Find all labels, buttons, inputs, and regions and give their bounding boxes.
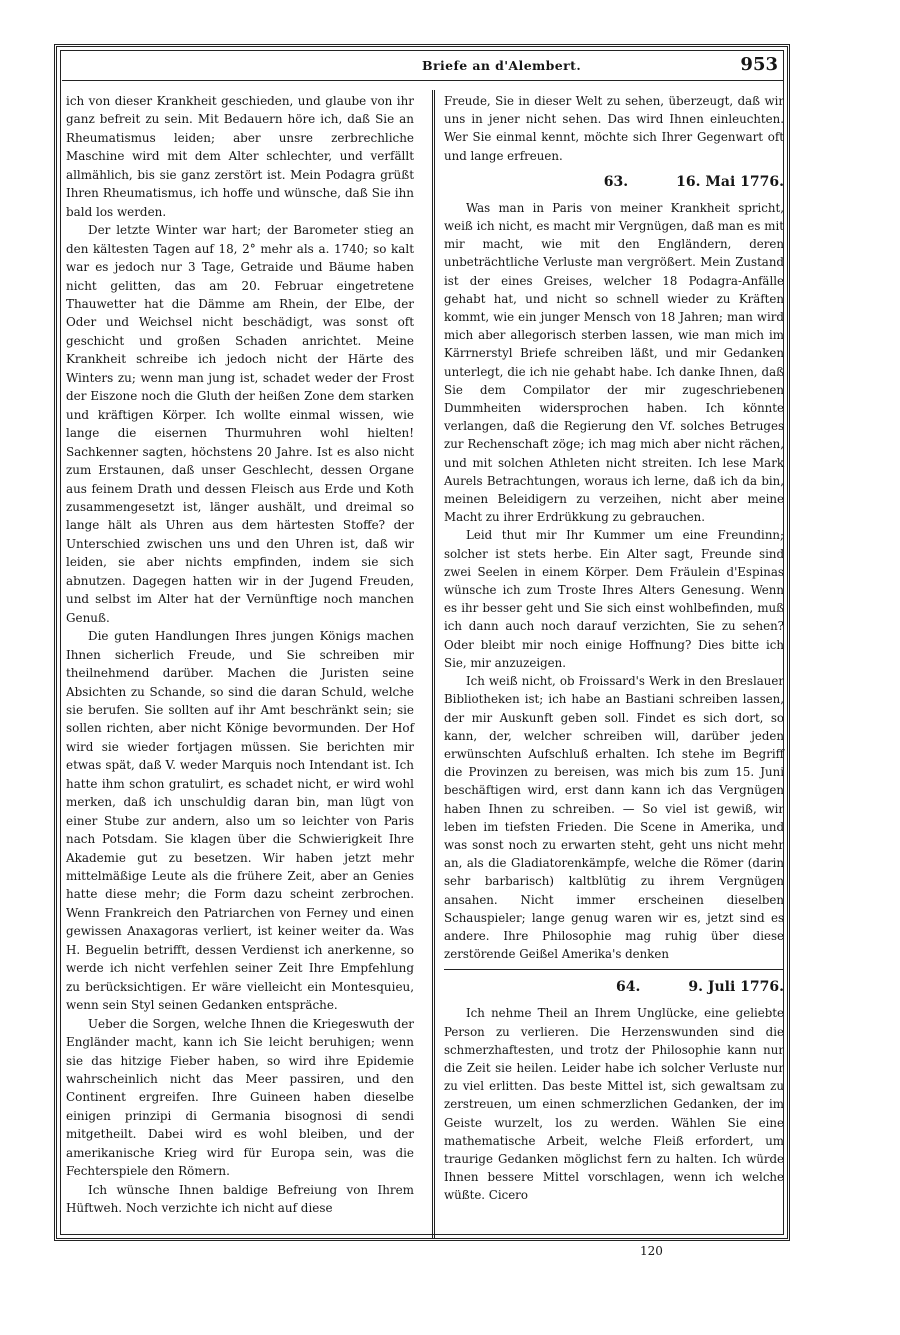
- letter-number: 64.: [615, 979, 641, 996]
- signature-mark: 120: [640, 1244, 663, 1258]
- column-divider: [432, 90, 435, 1238]
- letter-date: 9. Juli 1776.: [688, 979, 784, 996]
- paragraph: Ich nehme Theil an Ihrem Unglücke, eine geliebte Person zu verlieren. Die Herzenswunden sind die schmerzhaftesten, und trotz der Philosophie kann nur die Zeit sie heilen. Leider habe ich solcher Verluste nur zu viel erlitten. Das beste Mittel ist, sich gewaltsam zu zerstreuen, um einen schmerzlichen Gedanken, der im Geiste wurzelt, los zu werden. Wählen Sie eine mathematische Arbeit, welche Fleiß erfordert, um traurige Gedanken möglichst fern zu halten. Ich würde Ihnen bessere Mittel vorschlagen, wenn ich welche wüßte. Cicero: [444, 1006, 784, 1203]
- paragraph: Ich weiß nicht, ob Froissard's Werk in den Breslauer Bibliotheken ist; ich habe an Bastiani schreiben lassen, der mir Auskunft geben soll. Findet es sich dort, so kann, der, welcher schreiben will, darüber jeden erwünschten Aufschluß erhalten. Ich stehe im Begriff die Provinzen zu bereisen, was mich bis zum 15. Juni beschäftigen wird, erst dann kann ich das Vergnügen haben Ihnen zu schreiben. — So viel ist gewiß, wir leben im tiefsten Frieden. Die Scene in Amerika, und was sonst noch zu erwarten steht, geht uns nicht mehr an, als die Gladiatorenkämpfe, welche die Römer (darin sehr barbarisch) kaltblütig zu ihrem Vergnügen ansahen. Nicht immer erscheinen dieselben Schauspieler; lange genug waren wir es, jetzt sind es andere. Ihre Philosophie mag ruhig über diese zerstörende Geißel Amerika's denken: [444, 674, 784, 962]
- left-column: [66, 92, 414, 1218]
- paragraph: Der letzte Winter war hart; der Barometer stieg an den kältesten Tagen auf 18, 2° mehr als a. 1740; so kalt war es jedoch nur 3 Tage, Getraide und Bäume haben nicht gelitten, das am 20. Februar eingetretene Thauwetter hat die Dämme am Rhein, der Elbe, der Oder und Weichsel nicht beschädigt, was sonst oft geschicht und großen Schaden anrichtet. Meine Krankheit schreibe ich jedoch nicht der Härte des Winters zu; wenn man jung ist, schadet weder der Frost der Eiszone noch die Gluth der heißen Zone dem starken und kräftigen Körper. Ich wollte einmal wissen, wie lange die eisernen Thurmuhren wohl hielten! Sachkenner sagten, höchstens 20 Jahre. Ist es also nicht zum Erstaunen, daß unser Geschlecht, dessen Organe aus feinem Drath und dessen Fleisch aus Erde und Koth zusammengesetzt ist, länger aushält, und dreimal so lange hält als Uhren aus dem härtesten Stoffe? der Unterschied zwischen uns und den Uhren ist, daß wir leiden, sie aber nichts empfinden, indem sie sich abnutzen. Dagegen hatten wir in der Jugend Freuden, und selbst im Alter hat der Vernünftige noch manchen Genuß.: [66, 223, 414, 625]
- page-header: [62, 52, 784, 81]
- paragraph: Freude, Sie in dieser Welt zu sehen, überzeugt, daß wir uns in jener nicht sehen. Das wird Ihnen einleuchten. Wer Sie einmal kennt, möchte sich Ihrer Gegenwart oft und lange erfreuen.: [444, 94, 784, 163]
- letter-date: 16. Mai 1776.: [676, 173, 784, 190]
- paragraph: Ich wünsche Ihnen baldige Befreiung von Ihrem Hüftweh. Noch verzichte ich nicht auf diese: [66, 1182, 414, 1216]
- section-rule: [444, 969, 784, 970]
- running-title: Briefe an d'Alembert.: [422, 58, 582, 73]
- paragraph: Was man in Paris von meiner Krankheit spricht, weiß ich nicht, es macht mir Vergnügen, daß man es mit mir macht, wie mit den Engländern, deren unbeträchtliche Verluste man vergrößert. Mein Zustand ist der eines Greises, welcher 18 Podagra-Anfälle gehabt hat, und nicht so schnell wieder zu Kräften kommt, wie ein junger Mensch von 18 Jahren; man wird mich aber allegorisch sterben lassen, wie man mich im Kärrnerstyl Briefe schreiben läßt, und mir Gedanken unterlegt, die ich nie gehabt habe. Ich danke Ihnen, daß Sie dem Compilator der mir zugeschriebenen Dummheiten widersprochen haben. Ich könnte verlangen, daß die Regierung den Vf. solches Betruges zur Rechenschaft zöge; ich mag mich aber nicht rächen, und mit solchen Athleten nicht streiten. Ich lese Mark Aurels Betrachtungen, woraus ich lerne, daß ich da bin, meinen Beleidigern zu verzeihen, nicht aber meine Macht zu ihrer Erdrükkung zu gebrauchen.: [444, 200, 784, 525]
- paragraph: Die guten Handlungen Ihres jungen Königs machen Ihnen sicherlich Freude, und Sie schreiben mir theilnehmend darüber. Machen die Juristen seine Absichten zu Schande, so sind die daran Schuld, welche sie berufen. Sie sollten auf ihr Amt beschränkt sein; sie sollen richten, aber nicht Könige bevormunden. Der Hof wird sie wieder fortjagen müssen. Sie berichten mir etwas spät, daß V. weder Marquis noch Intendant ist. Ich hatte ihm schon gratulirt, es schadet nicht, er wird wohl merken, daß ich unschuldig daran bin, man lügt von einer Stube zur andern, also um so leichter von Paris nach Potsdam. Sie klagen über die Schwierigkeit Ihre Akademie gut zu besetzen. Wir haben jetzt mehr mittelmäßige Leute als die frühere Zeit, aber an Genies hatte diese mehr; die Form dazu scheint zerbrochen. Wenn Frankreich den Patriarchen von Ferney und einen gewissen Anaxagoras verliert, ist keiner weiter da. Was H. Beguelin betrifft, dessen Verdienst ich anerkenne, so werde ich nicht verfehlen seiner Zeit Ihre Empfehlung zu berücksichtigen. Er wäre vielleicht ein Montesquieu, wenn sein Styl seinen Gedanken entspräche.: [66, 629, 414, 1013]
- paragraph: Ueber die Sorgen, welche Ihnen die Kriegeswuth der Engländer macht, kann ich Sie leicht beruhigen; wenn sie das hitzige Fieber haben, so wird ihre Epidemie wahrscheinlich nicht das Meer passiren, und den Continent ergreifen. Ihre Guineen haben dieselbe einigen prinzipi di Germania bisognosi di sendi mitgetheilt. Dabei wird es wohl bleiben, und der amerikanische Krieg wird für Europa sein, was die Fechterspiele den Römern.: [66, 1016, 414, 1179]
- letter-heading: [444, 976, 784, 998]
- right-column: [444, 92, 784, 1205]
- page-number: 953: [740, 54, 778, 75]
- paragraph: ich von dieser Krankheit geschieden, und glaube von ihr ganz befreit zu sein. Mit Bedauern höre ich, daß Sie an Rheumatismus leiden; aber unsre zerbrechliche Maschine wird mit dem Alter schlechter, und verfällt allmählich, bis sie ganz zerstört ist. Mein Podagra grüßt Ihren Rheumatismus, ich hoffe und wünsche, daß Sie ihn bald los werden.: [66, 94, 414, 219]
- paragraph: Leid thut mir Ihr Kummer um eine Freundinn; solcher ist stets herbe. Ein Alter sagt, Freunde sind zwei Seelen in einem Körper. Dem Fräulein d'Espinas wünsche ich zum Troste Ihres Alters Genesung. Wenn es ihr besser geht und Sie sich einst wohlbefinden, muß ich dann auch noch darauf verzichten, Sie zu sehen? Oder bleibt mir noch einige Hoffnung? Dies bitte ich Sie, mir anzuzeigen.: [444, 528, 784, 670]
- letter-heading: [444, 171, 784, 193]
- letter-number: 63.: [603, 173, 629, 190]
